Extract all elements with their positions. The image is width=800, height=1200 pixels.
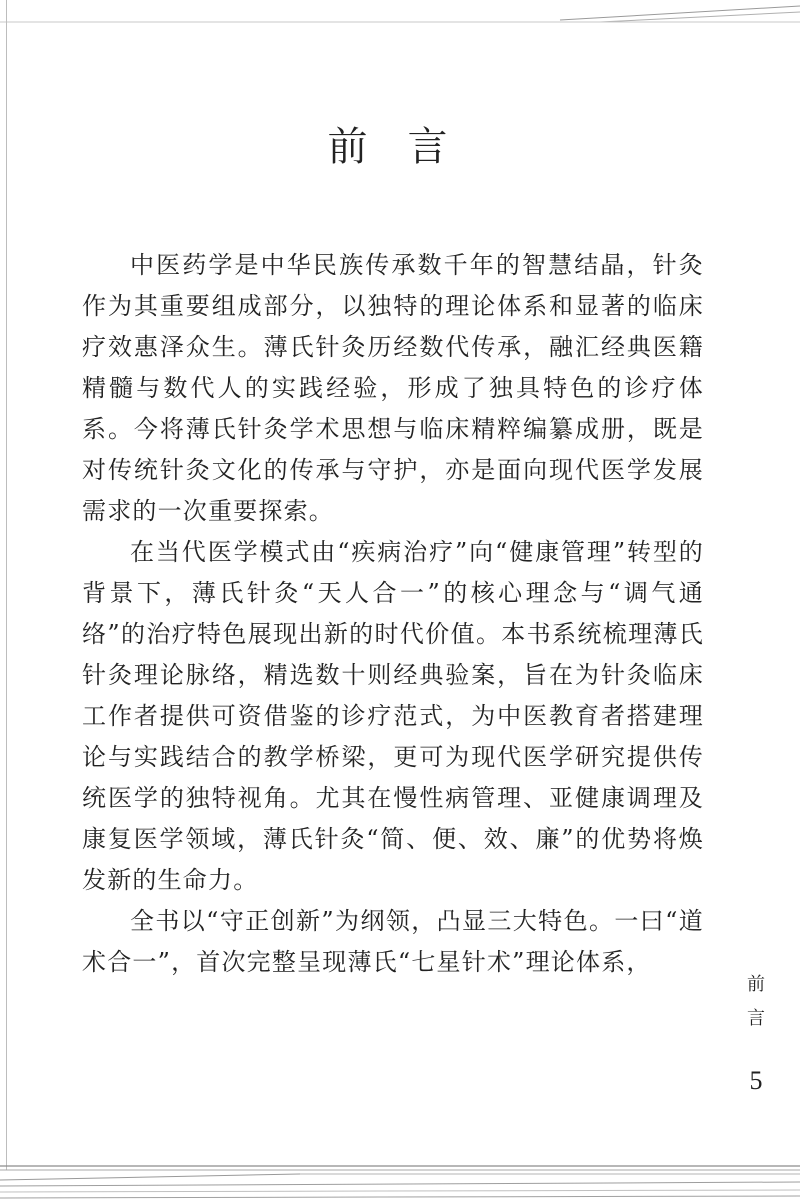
running-header-char-1: 前 (747, 974, 765, 995)
page-number: 5 (749, 1066, 763, 1095)
running-header-char-2: 言 (747, 1008, 765, 1029)
page-stack-bottom-edge (0, 1150, 800, 1200)
paragraph-3: 全书以“守正创新”为纲领，凸显三大特色。一曰“道术合一”，首次完整呈现薄氏“七星针术”理论体系， (82, 907, 704, 976)
body-text (82, 245, 704, 983)
page-left-border (6, 0, 7, 1170)
running-header (744, 968, 768, 1036)
page-stack-top-edge (0, 0, 800, 30)
paragraph-2: 在当代医学模式由“疾病治疗”向“健康管理”转型的背景下，薄氏针灸“天人合一”的核心理念与“调气通络”的治疗特色展现出新的时代价值。本书系统梳理薄氏针灸理论脉络，精选数十则经典验案，旨在为针灸临床工作者提供可资借鉴的诊疗范式，为中医教育者搭建理论与实践结合的教学桥梁，更可为现代医学研究提供传统医学的独特视角。尤其在慢性病管理、亚健康调理及康复医学领域，薄氏针灸“简、便、效、廉”的优势将焕发新的生命力。 (82, 538, 704, 894)
paragraph-1: 中医药学是中华民族传承数千年的智慧结晶，针灸作为其重要组成部分，以独特的理论体系和显著的临床疗效惠泽众生。薄氏针灸历经数代传承，融汇经典医籍精髓与数代人的实践经验，形成了独具特色的诊疗体系。今将薄氏针灸学术思想与临床精粹编纂成册，既是对传统针灸文化的传承与守护，亦是面向现代医学发展需求的一次重要探索。 (82, 251, 704, 525)
page-title: 前言 (327, 123, 488, 170)
